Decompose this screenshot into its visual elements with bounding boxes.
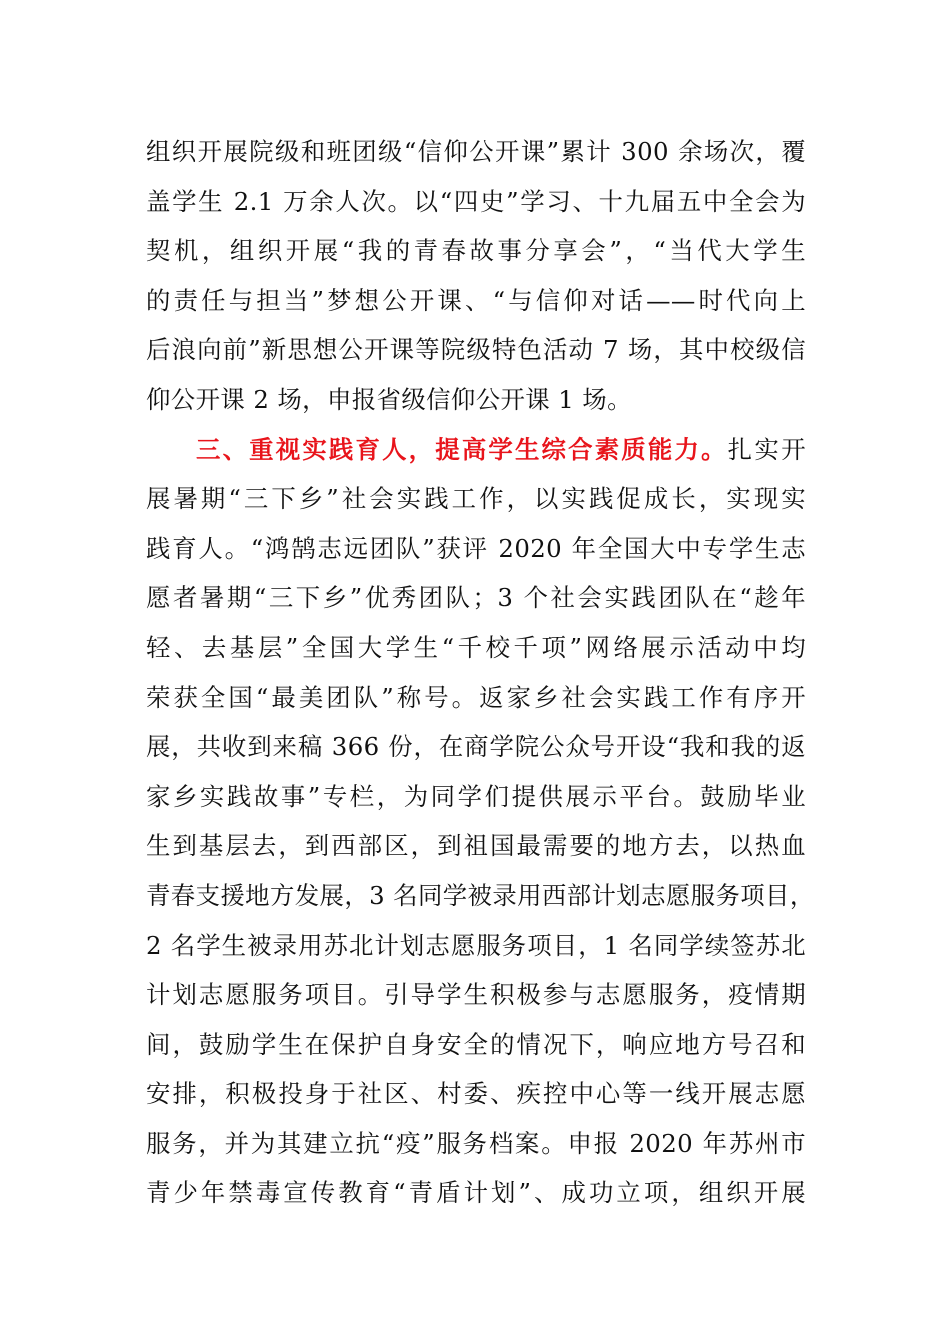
- paragraph2-line-6: 展，共收到来稿 366 份，在商学院公众号开设“我和我的返: [146, 732, 806, 762]
- document-body: [146, 127, 815, 1218]
- paragraph2-line-2: 践育人。“鸿鹄志远团队”获评 2020 年全国大中专学生志: [146, 533, 806, 563]
- paragraph1-line-5: 后浪向前”新思想公开课等院级特色活动 7 场，其中校级信: [146, 335, 806, 365]
- paragraph2-line-11: 计划志愿服务项目。引导学生积极参与志愿服务，疫情期: [146, 980, 806, 1010]
- paragraph2-line-12: 间，鼓励学生在保护自身安全的情况下，响应地方号召和: [146, 1029, 806, 1059]
- paragraph1-line-4: 的责任与担当”梦想公开课、“与信仰对话——时代向上: [146, 285, 806, 315]
- paragraph2-line-5: 荣获全国“最美团队”称号。返家乡社会实践工作有序开: [146, 682, 806, 712]
- paragraph2-line-1: 展暑期“三下乡”社会实践工作，以实践促成长，实现实: [146, 484, 806, 514]
- section-heading: 三、重视实践育人，提高学生综合素质能力。: [196, 434, 728, 464]
- paragraph2-line-14: 服务，并为其建立抗“疫”服务档案。申报 2020 年苏州市: [146, 1128, 806, 1158]
- paragraph1-line-3: 契机，组织开展“我的青春故事分享会”，“当代大学生: [146, 236, 806, 266]
- paragraph1-line-2: 盖学生 2.1 万余人次。以“四史”学习、十九届五中全会为: [146, 186, 806, 216]
- paragraph2-line-10: 2 名学生被录用苏北计划志愿服务项目，1 名同学续签苏北: [146, 930, 806, 960]
- heading-tail-text: 扎实开: [727, 434, 806, 464]
- paragraph2-line-4: 轻、去基层”全国大学生“千校千项”网络展示活动中均: [146, 632, 806, 662]
- paragraph2-line-13: 安排，积极投身于社区、村委、疾控中心等一线开展志愿: [146, 1079, 806, 1109]
- paragraph1-line-1: 组织开展院级和班团级“信仰公开课”累计 300 余场次，覆: [146, 137, 806, 166]
- paragraph2-line-8: 生到基层去，到西部区，到祖国最需要的地方去，以热血: [146, 831, 806, 861]
- paragraph2-line-9: 青春支援地方发展，3 名同学被录用西部计划志愿服务项目，: [146, 880, 815, 910]
- section-heading-line: [146, 425, 806, 475]
- paragraph2-line-15: 青少年禁毒宣传教育“青盾计划”、成功立项，组织开展: [146, 1178, 806, 1208]
- paragraph1-line-6: 仰公开课 2 场，申报省级信仰公开课 1 场。: [146, 384, 632, 414]
- paragraph2-line-3: 愿者暑期“三下乡”优秀团队；3 个社会实践团队在“趁年: [146, 583, 806, 613]
- paragraph2-line-7: 家乡实践故事”专栏，为同学们提供展示平台。鼓励毕业: [146, 781, 806, 811]
